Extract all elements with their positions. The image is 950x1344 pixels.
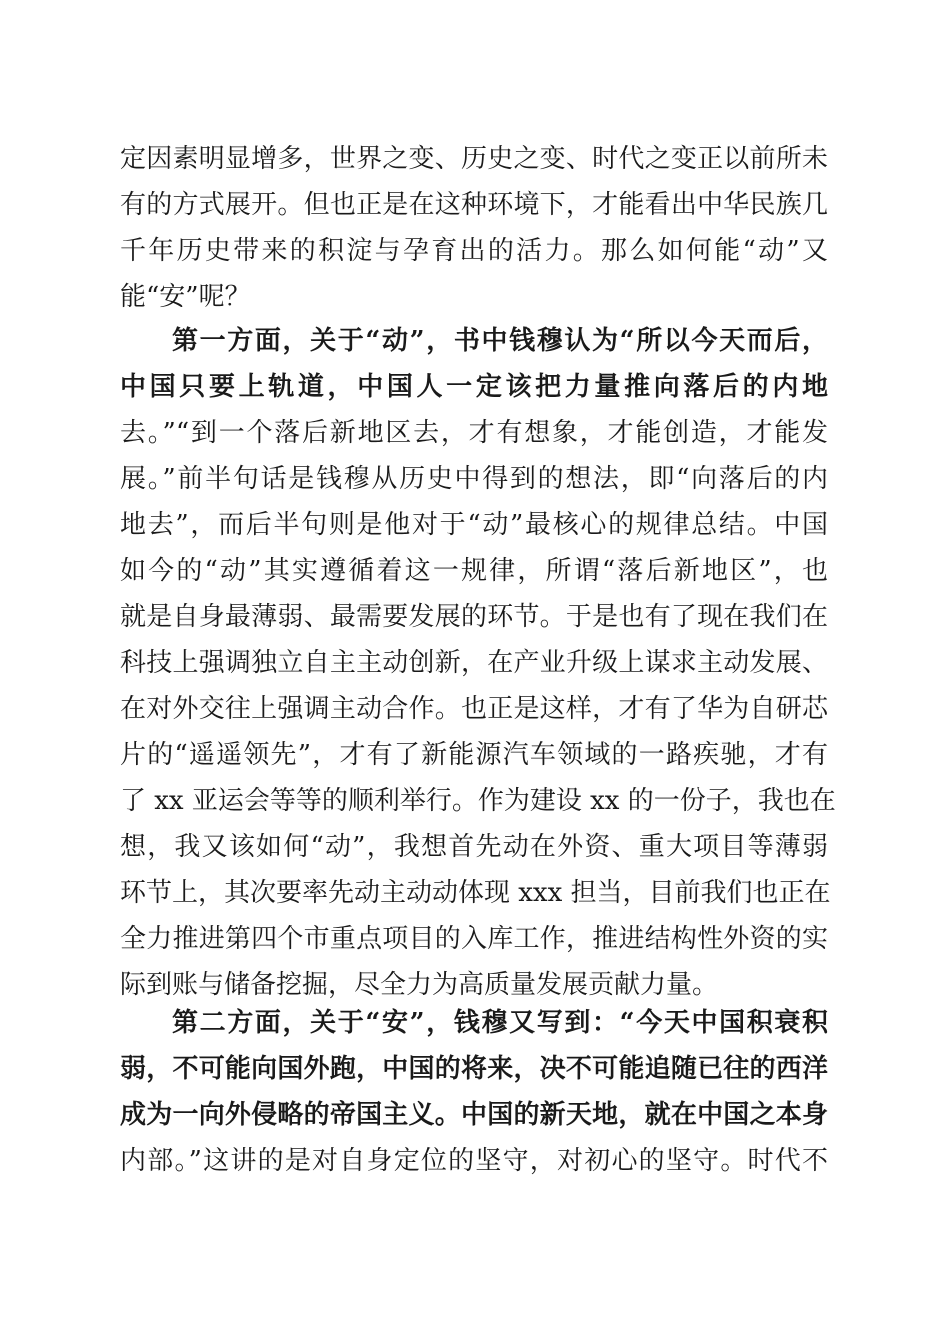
paragraph-2-line-9: 在对外交往上强调主动合作。也正是这样，才有了华为自研芯 [120,694,828,724]
paragraph-2-line-3: 去。”“到一个落后新地区去，才有想象，才能创造，才能发 [120,418,828,448]
paragraph-3-line-1: 第二方面，关于“安”，钱穆又写到：“今天中国积衰积 [172,1008,828,1038]
paragraph-2-line-1: 第一方面，关于“动”，书中钱穆认为“所以今天而后， [172,326,828,356]
paragraph-2-line-13: 环节上，其次要率先动主动动体现 xxx 担当，目前我们也正在 [120,878,831,908]
paragraph-1 [120,136,828,320]
paragraph-2-line-11: 了 xx 亚运会等等的顺利举行。作为建设 xx 的一份子，我也在 [120,786,836,816]
paragraph-2-line-8: 科技上强调独立自主主动创新，在产业升级上谋求主动发展、 [120,648,828,678]
paragraph-2-line-14: 全力推进第四个市重点项目的入库工作，推进结构性外资的实 [120,924,828,954]
paragraph-2 [120,318,836,1008]
paragraph-3-line-4: 内部。”这讲的是对自身定位的坚守，对初心的坚守。时代不 [120,1146,828,1176]
paragraph-2-line-2: 中国只要上轨道，中国人一定该把力量推向落后的内地 [120,372,828,402]
paragraph-1-line-3: 千年历史带来的积淀与孕育出的活力。那么如何能“动”又 [120,236,828,266]
paragraph-1-line-1: 定因素明显增多，世界之变、历史之变、时代之变正以前所未 [120,144,828,174]
paragraph-2-line-15: 际到账与储备挖掘，尽全力为高质量发展贡献力量。 [120,970,719,1000]
paragraph-3 [120,1000,828,1184]
paragraph-2-line-7: 就是自身最薄弱、最需要发展的环节。于是也有了现在我们在 [120,602,828,632]
paragraph-2-line-6: 如今的“动”其实遵循着这一规律，所谓“落后新地区”，也 [120,556,828,586]
paragraph-2-line-12: 想，我又该如何“动”，我想首先动在外资、重大项目等薄弱 [120,832,828,862]
paragraph-1-line-4: 能“安”呢？ [120,282,251,312]
paragraph-2-line-5: 地去”，而后半句则是他对于“动”最核心的规律总结。中国 [120,510,828,540]
paragraph-1-line-2: 有的方式展开。但也正是在这种环境下，才能看出中华民族几 [120,190,828,220]
paragraph-3-line-3: 成为一向外侵略的帝国主义。中国的新天地，就在中国之本身 [120,1100,828,1130]
paragraph-2-line-10: 片的“遥遥领先”，才有了新能源汽车领域的一路疾驰，才有 [120,740,828,770]
paragraph-3-line-2: 弱，不可能向国外跑，中国的将来，决不可能追随已往的西洋 [120,1054,828,1084]
paragraph-2-line-4: 展。”前半句话是钱穆从历史中得到的想法，即“向落后的内 [120,464,828,494]
